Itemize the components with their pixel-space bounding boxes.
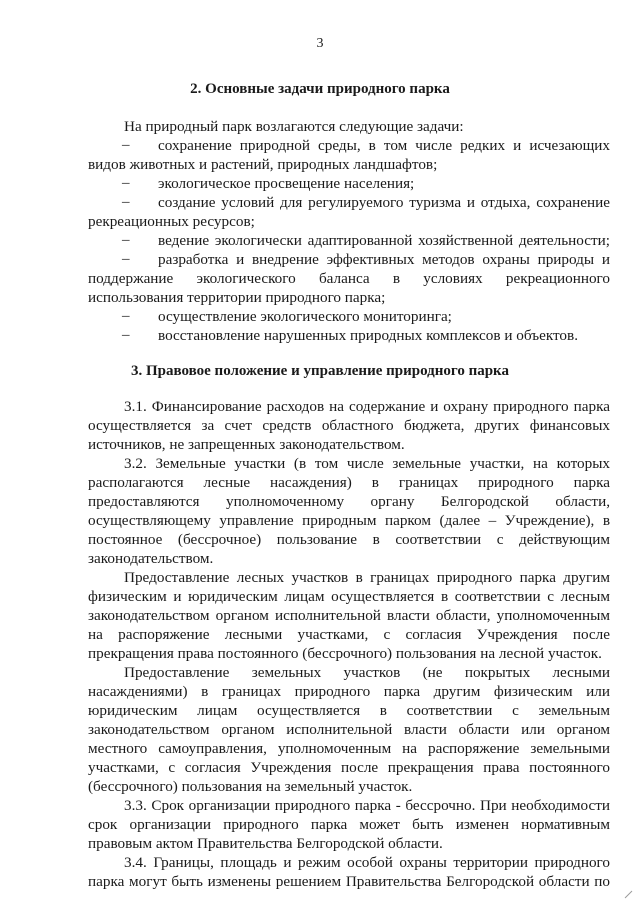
list-item-line: поддержание экологического баланса в условиях рекреационного [88,270,610,287]
list-item-line: разработка и внедрение эффективных методов охраны природы и [158,251,610,268]
section-2-heading: 2. Основные задачи природного парка [190,81,450,97]
paragraph-line: законодательством органом исполнительной власти области или органом [88,721,610,738]
scan-corner-mark [624,889,634,899]
paragraph-line: на распоряжение лесными участками, с согласия Учреждения после [88,626,610,643]
section-2-intro: На природный парк возлагаются следующие задачи: [124,118,464,135]
list-item-line: использования территории природного парка; [88,289,386,306]
list-bullet: – [122,308,130,324]
section-3-heading: 3. Правовое положение и управление природного парка [131,363,509,379]
list-bullet: – [122,194,130,210]
paragraph-line: располагаются лесные насаждения) в границах природного парка [88,474,610,491]
list-item-line: восстановление нарушенных природных комплексов и объектов. [158,327,578,344]
paragraph-line: 3.2. Земельные участки (в том числе земельные участки, на которых [124,455,610,472]
paragraph-line: парка могут быть изменены решением Правительства Белгородской области по [88,873,610,890]
paragraph-line: 3.4. Границы, площадь и режим особой охраны территории природного [124,854,610,871]
paragraph-line: 3.3. Срок организации природного парка - бессрочно. При необходимости [124,797,610,814]
paragraph-line: физическим и юридическим лицам осуществляется в соответствии с лесным [88,588,610,605]
paragraph-line: насаждениями) в границах природного парка другим физическим или [88,683,610,700]
list-item-line: экологическое просвещение населения; [158,175,415,192]
paragraph-line: постоянное (бессрочное) пользование в соответствии с действующим [88,531,610,548]
paragraph-line: местного самоуправления, уполномоченным на распоряжение земельными [88,740,610,757]
list-item-line: осуществление экологического мониторинга; [158,308,452,325]
paragraph-line: прекращения права постоянного (бессрочного) пользования на лесной участок. [88,645,602,662]
list-item-line: создание условий для регулируемого туризма и отдыха, сохранение [158,194,610,211]
list-bullet: – [122,137,130,153]
list-item-line: видов животных и растений, природных ландшафтов; [88,156,438,173]
paragraph-line: Предоставление лесных участков в границах природного парка другим [124,569,610,586]
paragraph-line: правовым актом Правительства Белгородской области. [88,835,443,852]
paragraph-line: предоставляются уполномоченному органу Белгородской области, [88,493,610,510]
paragraph-line: Предоставление земельных участков (не покрытых лесными [124,664,610,681]
paragraph-line: (бессрочного) пользования на земельный участок. [88,778,413,795]
paragraph-line: 3.1. Финансирование расходов на содержание и охрану природного парка [124,398,610,415]
paragraph-line: участками, с согласия Учреждения после прекращения права постоянного [88,759,610,776]
list-item-line: сохранение природной среды, в том числе редких и исчезающих [158,137,610,154]
list-item-line: ведение экологически адаптированной хозяйственной деятельности; [158,232,610,249]
list-item-line: рекреационных ресурсов; [88,213,255,230]
paragraph-line: законодательством органом исполнительной власти области, уполномоченным [88,607,610,624]
paragraph-line: осуществляется за счет средств областного бюджета, других финансовых [88,417,610,434]
page-number: 3 [316,36,324,51]
paragraph-line: источников, не запрещенных законодательством. [88,436,405,453]
paragraph-line: юридическим лицам осуществляется в соответствии с земельным [88,702,610,719]
paragraph-line: законодательством. [88,550,214,567]
paragraph-line: срок организации природного парка может быть изменен нормативным [88,816,610,833]
list-bullet: – [122,232,130,248]
list-bullet: – [122,175,130,191]
paragraph-line: осуществляющему управление природным парком (далее – Учреждение), в [88,512,610,529]
list-bullet: – [122,327,130,343]
list-bullet: – [122,251,130,267]
